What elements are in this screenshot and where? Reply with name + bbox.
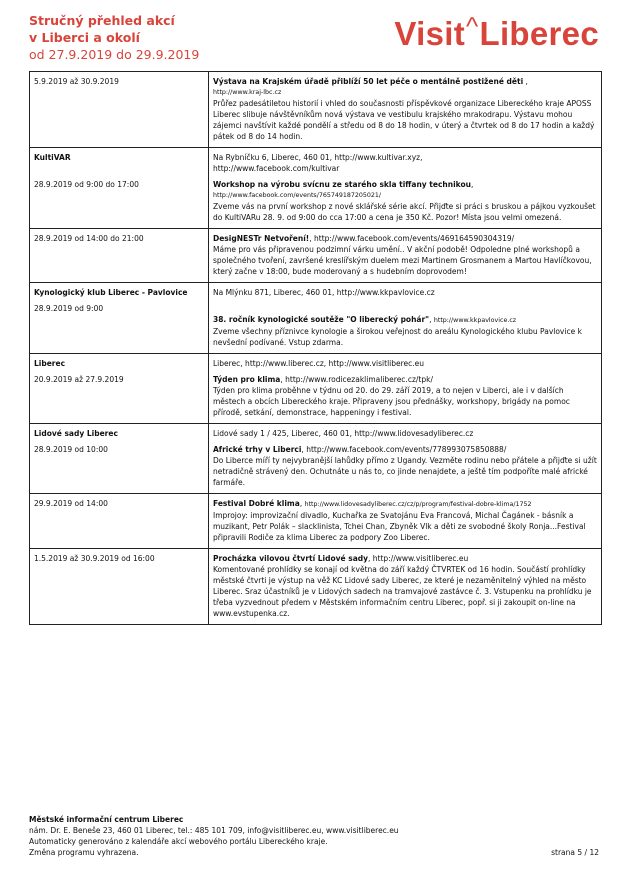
event-detail-cell bbox=[209, 72, 602, 148]
event-row bbox=[30, 354, 602, 424]
event-row bbox=[30, 549, 602, 625]
event-detail-cell bbox=[209, 148, 602, 229]
event-date: 28.9.2019 od 9:00 bbox=[34, 304, 104, 313]
venue-name: Lidové sady Liberec bbox=[34, 429, 118, 438]
event-title: 38. ročník kynologické soutěže "O liberecký pohár" bbox=[213, 315, 430, 324]
heading-date-range: od 27.9.2019 do 29.9.2019 bbox=[29, 47, 200, 62]
event-title-suffix: , bbox=[429, 315, 434, 324]
logo-text-visit: Visit bbox=[394, 15, 465, 52]
venue-address-link[interactable]: http://www.facebook.com/kultivar bbox=[213, 164, 340, 173]
event-detail-cell bbox=[209, 229, 602, 283]
event-title-suffix: , http://www.facebook.com/events/469164590304319/ bbox=[309, 234, 515, 243]
event-row bbox=[30, 424, 602, 494]
event-title: Výstava na Krajském úřadě přiblíží 50 let péče o mentálně postižené děti bbox=[213, 77, 524, 86]
event-date-cell bbox=[30, 549, 209, 625]
event-row bbox=[30, 494, 602, 549]
event-date-cell bbox=[30, 229, 209, 283]
heading-line-1: Stručný přehled akcí bbox=[29, 13, 175, 28]
event-title-suffix: , http://www.rodicezaklimaliberec.cz/tpk/ bbox=[280, 375, 433, 384]
event-title: Procházka vilovou čtvrtí Lidové sady bbox=[213, 554, 369, 563]
event-title: DesigNESTr Netvoření! bbox=[213, 234, 310, 243]
event-title-suffix: , http://www.visitliberec.eu bbox=[368, 554, 469, 563]
event-date-cell bbox=[30, 354, 209, 424]
event-description: Průřez padesátiletou historií i vhled do současnosti příspěvkové organizace Libereckého kraje APOSS Liberec slibuje návštěvníkům nová výstava ve vestibulu krajského mrakodrapu. Výstavu mohou zájemci navštívit každé pondělí a středu od 8 do 18 hodin, v úterý a čtvrtek od 8 do 17 hodin a každý pátek od 8 do 14 hodin. bbox=[213, 99, 595, 141]
venue-address: Lidové sady 1 / 425, Liberec, 460 01, http://www.lidovesadyliberec.cz bbox=[213, 429, 474, 438]
event-description: Zveme vás na první workshop z nové sklářské série akcí. Přijďte si práci s bruskou a pájkou vyzkoušet do KultiVARu 28. 9. od 9:00 do cca 17:00 a cena je 350 Kč. Pozor! Místa jsou velmi omezená. bbox=[213, 202, 596, 222]
logo-text-liberec: Liberec bbox=[479, 15, 599, 52]
event-detail-cell bbox=[209, 424, 602, 494]
event-row bbox=[30, 283, 602, 354]
event-date-cell bbox=[30, 494, 209, 549]
page-number: strana 5 / 12 bbox=[551, 848, 599, 857]
venue-address: Na Rybníčku 6, Liberec, 460 01, http://www.kultivar.xyz, bbox=[213, 153, 423, 162]
event-detail-cell bbox=[209, 283, 602, 354]
document-header bbox=[29, 12, 599, 70]
document-heading bbox=[29, 12, 199, 63]
footer-organization: Městské informační centrum Liberec bbox=[29, 815, 184, 824]
event-title-suffix: , bbox=[299, 499, 305, 508]
footer-contact: nám. Dr. E. Beneše 23, 460 01 Liberec, tel.: 485 101 709, info@visitliberec.eu, www.visitliberec.eu bbox=[29, 826, 399, 835]
event-url-link[interactable]: http://www.lidovesadyliberec.cz/cz/p/program/festival-dobre-klima/1752 bbox=[304, 501, 532, 508]
event-detail-cell bbox=[209, 354, 602, 424]
event-url-link[interactable]: http://www.kraj-lbc.cz bbox=[213, 89, 282, 96]
footer-note-changes: Změna programu vyhrazena. bbox=[29, 848, 139, 857]
event-row bbox=[30, 229, 602, 283]
event-title: Workshop na výrobu svícnu ze starého skla tiffany technikou bbox=[213, 180, 471, 189]
event-description: Týden pro klima proběhne v týdnu od 20. do 29. září 2019, a to nejen v Liberci, ale i v dalších městech a obcích Libereckého kraje. Připraveny jsou přednášky, workshopy, brigády na pomoc přírodě, setkání, demonstrace, happeningy i festival. bbox=[213, 386, 570, 417]
event-date: 29.9.2019 od 14:00 bbox=[34, 499, 108, 508]
event-date: 28.9.2019 od 14:00 do 21:00 bbox=[34, 234, 144, 243]
venue-name: Liberec bbox=[34, 359, 66, 368]
event-title-suffix: , http://www.facebook.com/events/778993075850888/ bbox=[301, 445, 507, 454]
event-description: Improjoy: improvizační divadlo, Kuchařka ze Svatojánu Eva Francová, Michal Čagánek - básník a muzikant, Petr Polák – slacklinista, Tchei Chan, Zbyněk Vlk a děti ze svobodné školy Ronja...Festival připravili Rodiče za klima Liberec za podpory Zoo Liberec. bbox=[213, 511, 586, 542]
event-date: 28.9.2019 od 9:00 do 17:00 bbox=[34, 180, 139, 189]
event-detail-cell bbox=[209, 549, 602, 625]
event-date-cell bbox=[30, 148, 209, 229]
event-date-cell bbox=[30, 283, 209, 354]
event-date: 5.9.2019 až 30.9.2019 bbox=[34, 77, 119, 86]
event-description: Zveme všechny příznivce kynologie a širokou veřejnost do areálu Kynologického klubu Pavlovice k nevšední podívané. Vstup zdarma. bbox=[213, 327, 582, 347]
event-date: 1.5.2019 až 30.9.2019 od 16:00 bbox=[34, 554, 155, 563]
venue-address: Na Mlýnku 871, Liberec, 460 01, http://www.kkpavlovice.cz bbox=[213, 288, 435, 297]
event-description: Komentované prohlídky se konají od května do září každý ČTVRTEK od 16 hodin. Součástí prohlídky městské čtvrti je výstup na věž KC Lidové sady Liberec, ze které je nezaměnitelný výhled na město Liberec. Sraz účastníků je v Lidových sadech na tramvajové zastávce č. 3. Vstupenku na prohlídku je třeba vyzvednout předem v Městském informačním centru Liberec, popř. si ji zakoupit on-line na www.evstupenka.cz. bbox=[213, 565, 592, 618]
event-detail-cell bbox=[209, 494, 602, 549]
footer-note-generated: Automaticky generováno z kalendáře akcí webového portálu Libereckého kraje. bbox=[29, 837, 328, 846]
event-description: Máme pro vás připravenou podzimní várku umění.. V akční podobě! Odpoledne plné workshopů a společného tvoření, završené kreslířským duelem mezi Martinem Grosmanem a Martou Havlíčkovou, který začne v 18:00, bude moderovaný a s hudebním doprovodem! bbox=[213, 245, 592, 276]
event-date: 28.9.2019 od 10:00 bbox=[34, 445, 108, 454]
event-title-suffix: , bbox=[523, 77, 528, 86]
event-title: Týden pro klima bbox=[213, 375, 281, 384]
event-row bbox=[30, 148, 602, 229]
event-date-cell bbox=[30, 72, 209, 148]
venue-name: Kynologický klub Liberec - Pavlovice bbox=[34, 288, 188, 297]
visit-liberec-logo bbox=[394, 11, 599, 54]
event-row bbox=[30, 72, 602, 148]
event-url-link[interactable]: http://www.kkpavlovice.cz bbox=[433, 317, 517, 324]
event-description: Do Liberce míří ty nejvybranější lahůdky přímo z Ugandy. Vezměte rodinu nebo přátele a přijďte si užít netradičně strávený den. Ochutnáte u nás to, co jinde nenajdete, a ještě tím podpoříte malé africké farmáře. bbox=[213, 456, 597, 487]
logo-caret-mark: ^ bbox=[465, 11, 479, 41]
event-url-link[interactable]: http://www.facebook.com/events/765749187205021/ bbox=[213, 192, 382, 199]
event-date-cell bbox=[30, 424, 209, 494]
page-footer bbox=[29, 814, 599, 858]
event-title: Festival Dobré klima bbox=[213, 499, 300, 508]
event-title: Africké trhy v Liberci bbox=[213, 445, 302, 454]
events-table bbox=[29, 71, 602, 625]
venue-name: KultiVAR bbox=[34, 153, 71, 162]
venue-address: Liberec, http://www.liberec.cz, http://www.visitliberec.eu bbox=[213, 359, 425, 368]
event-title-suffix: , bbox=[470, 180, 474, 189]
heading-line-2: v Liberci a okolí bbox=[29, 30, 140, 45]
event-date: 20.9.2019 až 27.9.2019 bbox=[34, 375, 124, 384]
